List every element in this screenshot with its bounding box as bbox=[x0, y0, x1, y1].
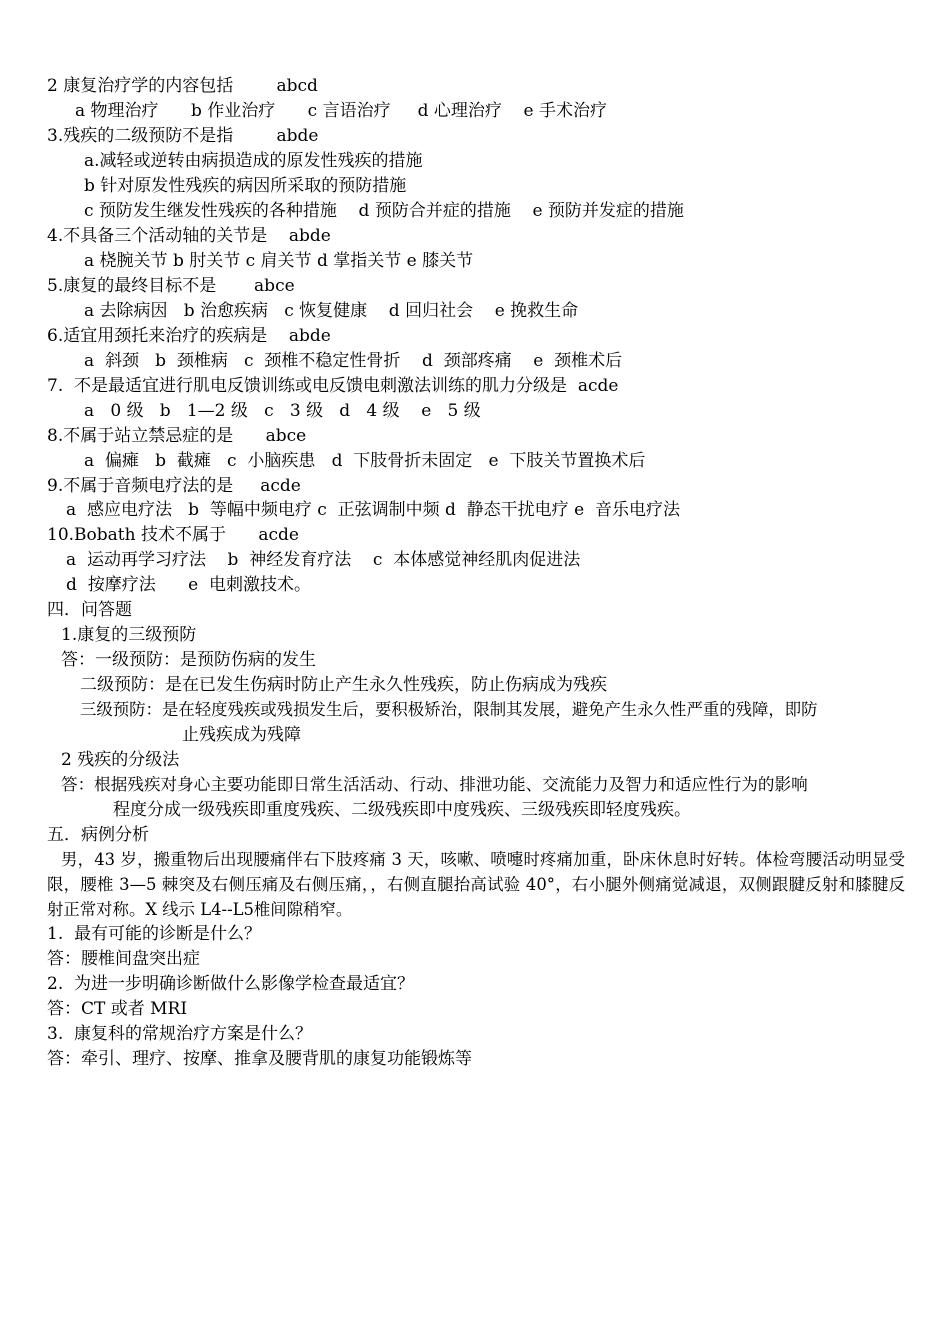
question-10-options-line1: a 运动再学习疗法 b 神经发育疗法 c 本体感觉神经肌肉促进法 bbox=[66, 550, 581, 570]
question-4-options: a 桡腕关节 b 肘关节 c 肩关节 d 掌指关节 e 膝关节 bbox=[84, 251, 474, 271]
section-4-question-1: 1.康复的三级预防 bbox=[61, 625, 197, 645]
question-9-options: a 感应电疗法 b 等幅中频电疗 c 正弦调制中频 d 静态干扰电疗 e 音乐电疗法 bbox=[66, 500, 680, 520]
section-4-answer-1-line3: 三级预防：是在轻度残疾或残损发生后，要积极矫治，限制其发展，避免产生永久性严重的残障，即防 bbox=[80, 700, 818, 719]
question-5-title: 5.康复的最终目标不是 abce bbox=[47, 276, 295, 296]
question-4-title: 4.不具备三个活动轴的关节是 abde bbox=[47, 226, 331, 246]
section-4-heading: 四．问答题 bbox=[47, 600, 132, 620]
section-4-answer-2-line1: 答：根据残疾对身心主要功能即日常生活活动、行动、排泄功能、交流能力及智力和适应性行为的影响 bbox=[61, 775, 808, 794]
question-3-option-a: a.减轻或逆转由病损造成的原发性残疾的措施 bbox=[84, 151, 423, 171]
case-answer-1: 答：腰椎间盘突出症 bbox=[47, 949, 200, 969]
question-10-title: 10.Bobath 技术不属于 acde bbox=[47, 525, 299, 545]
case-question-1: 1. 最有可能的诊断是什么？ bbox=[47, 924, 262, 944]
question-6-title: 6.适宜用颈托来治疗的疾病是 abde bbox=[47, 326, 331, 346]
question-7-title: 7. 不是最适宜进行肌电反馈训练或电反馈电刺激法训练的肌力分级是 acde bbox=[47, 376, 619, 396]
section-5-heading: 五．病例分析 bbox=[47, 825, 149, 845]
case-answer-2: 答：CT 或者 MRI bbox=[47, 999, 188, 1019]
case-answer-3: 答：牵引、理疗、按摩、推拿及腰背肌的康复功能锻炼等 bbox=[47, 1049, 472, 1069]
section-4-answer-1-line4: 止残疾成为残障 bbox=[182, 725, 301, 745]
question-9-title: 9.不属于音频电疗法的是 acde bbox=[47, 476, 301, 496]
question-7-options: a 0 级 b 1—2 级 c 3 级 d 4 级 e 5 级 bbox=[84, 401, 481, 421]
question-8-title: 8.不属于站立禁忌症的是 abce bbox=[47, 426, 307, 446]
question-2-title: 2 康复治疗学的内容包括 abcd bbox=[47, 76, 318, 96]
question-2-options: a 物理治疗 b 作业治疗 c 言语治疗 d 心理治疗 e 手术治疗 bbox=[75, 101, 607, 121]
section-4-answer-1-line2: 二级预防：是在已发生伤病时防止产生永久性残疾，防止伤病成为残疾 bbox=[80, 675, 607, 695]
question-5-options: a 去除病因 b 治愈疾病 c 恢复健康 d 回归社会 e 挽救生命 bbox=[84, 301, 579, 321]
case-description: 男，43 岁，搬重物后出现腰痛伴右下肢疼痛 3 天，咳嗽、喷嚏时疼痛加重，卧床休息时好转。体检弯腰活动明显受限，腰椎 3—5 棘突及右侧压痛及右侧压痛，，右侧直腿抬高试验 40°，右小腿外侧痛觉减退，双侧跟腱反射和膝腱反射正常对称。X 线示 L4--L5椎间隙稍窄。 bbox=[47, 850, 905, 919]
question-10-options-line2: d 按摩疗法 e 电刺激技术。 bbox=[66, 575, 311, 595]
question-3-option-b: b 针对原发性残疾的病因所采取的预防措施 bbox=[84, 176, 407, 196]
case-question-2: 2. 为进一步明确诊断做什么影像学检查最适宜？ bbox=[47, 974, 415, 994]
question-3-options-cde: c 预防发生继发性残疾的各种措施 d 预防合并症的措施 e 预防并发症的措施 bbox=[84, 201, 684, 221]
section-4-answer-2-line2: 程度分成一级残疾即重度残疾、二级残疾即中度残疾、三级残疾即轻度残疾。 bbox=[113, 800, 691, 820]
section-4-question-2: 2 残疾的分级法 bbox=[61, 750, 180, 770]
case-question-3: 3. 康复科的常规治疗方案是什么？ bbox=[47, 1024, 313, 1044]
question-8-options: a 偏瘫 b 截瘫 c 小脑疾患 d 下肢骨折未固定 e 下肢关节置换术后 bbox=[84, 451, 646, 471]
question-3-title: 3.残疾的二级预防不是指 abde bbox=[47, 126, 319, 146]
section-4-answer-1-line1: 答：一级预防：是预防伤病的发生 bbox=[61, 650, 316, 670]
question-6-options: a 斜颈 b 颈椎病 c 颈椎不稳定性骨折 d 颈部疼痛 e 颈椎术后 bbox=[84, 351, 623, 371]
